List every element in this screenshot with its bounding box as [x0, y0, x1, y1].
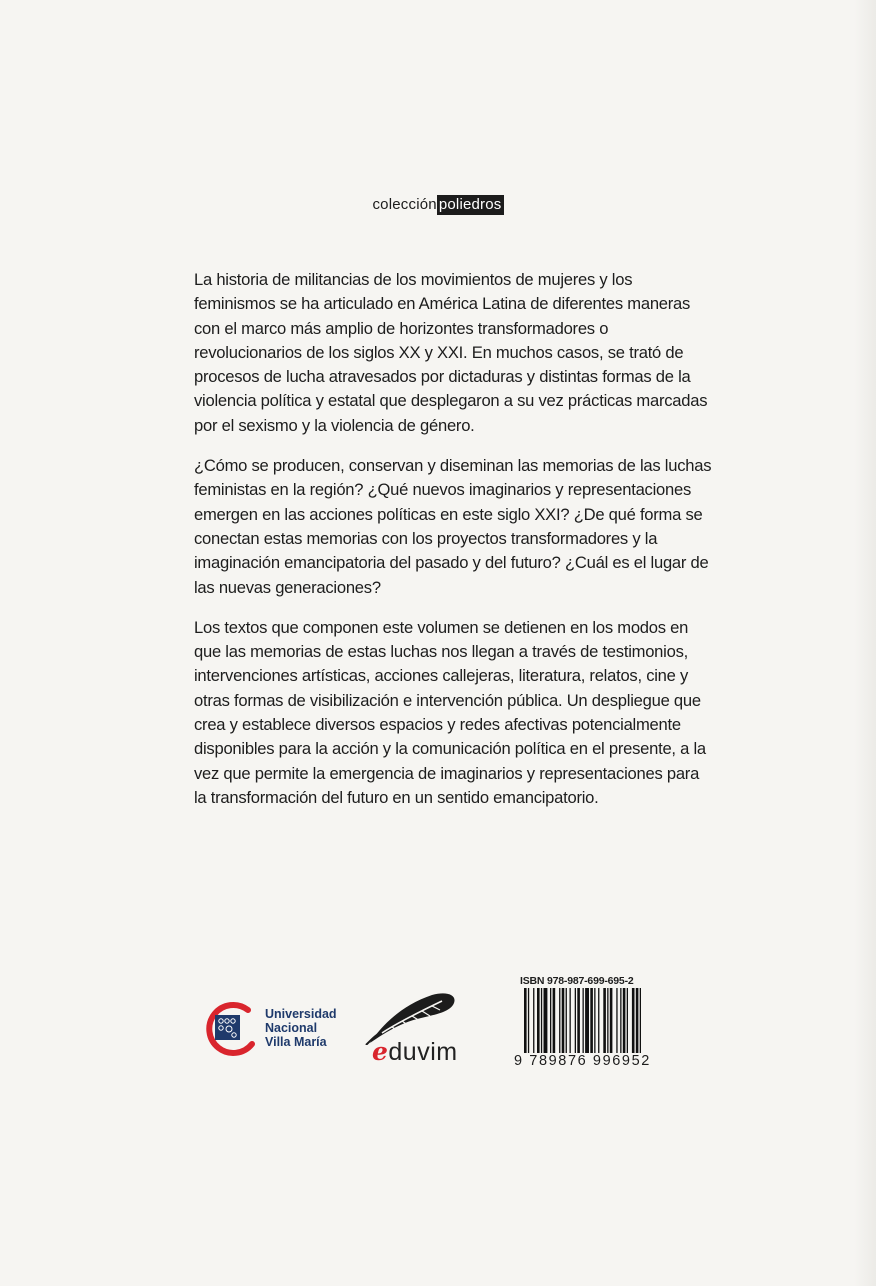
paragraph-2: ¿Cómo se producen, conservan y diseminan las memorias de las luchas feministas en la región? ¿Qué nuevos imaginarios y representaciones emergen en las acciones políticas en este siglo XXI? ¿De qué forma se conectan estas memorias con los proyectos transformadores y la imaginación emancipatoria del pasado y del futuro? ¿Cuál es el lugar de las nuevas generaciones?: [194, 456, 712, 597]
barcode-bar: [559, 988, 560, 1060]
barcode-bar: [528, 988, 529, 1060]
barcode-bar: [603, 988, 606, 1060]
barcode-bar: [616, 988, 617, 1060]
barcode-bar: [623, 988, 626, 1060]
page-edge-shadow: [854, 0, 876, 1286]
barcode-bar: [553, 988, 556, 1060]
university-logo: [200, 1000, 360, 1062]
publisher-name-rest: duvim: [388, 1038, 458, 1066]
barcode-bar: [570, 988, 571, 1060]
quill-icon: [362, 985, 472, 1045]
barcode-digits: 9 789876 996952: [514, 1053, 651, 1069]
barcode-bar: [585, 988, 589, 1060]
barcode-bar: [544, 988, 548, 1060]
publisher-name-accent: e: [372, 1037, 389, 1066]
barcode-bar: [640, 988, 641, 1060]
barcode-bar: [562, 988, 565, 1060]
barcode-bar: [620, 988, 621, 1060]
barcode-bar: [610, 988, 613, 1060]
collection-prefix: colección: [372, 196, 437, 213]
collection-label: [0, 196, 876, 213]
barcode-bar: [607, 988, 608, 1060]
blurb-text: [194, 268, 714, 826]
university-name: [265, 1007, 337, 1049]
university-line-2: Nacional: [265, 1021, 318, 1035]
isbn-label: ISBN 978-987-699-695-2: [520, 975, 634, 987]
barcode-bar: [533, 988, 534, 1060]
university-line-1: Universidad: [265, 1007, 337, 1021]
barcode-bar: [590, 988, 593, 1060]
collection-name: poliedros: [438, 196, 502, 213]
barcode-bar: [524, 988, 527, 1060]
barcode-bar: [594, 988, 595, 1060]
barcode-bar: [636, 988, 639, 1060]
paragraph-1: La historia de militancias de los movimientos de mujeres y los feminismos se ha articulado en América Latina de diferentes maneras con el marco más amplio de horizontes transformadores o revolucionarios de los siglos XX y XXI. En muchos casos, se trató de procesos de lucha atravesados por dictaduras y distintas formas de la violencia política y estatal que desplegaron a su vez prácticas marcadas por el sexismo y la violencia de género.: [194, 270, 708, 435]
barcode-bar: [566, 988, 567, 1060]
barcode-bar: [550, 988, 551, 1060]
university-line-3: Villa María: [265, 1035, 327, 1049]
publisher-name: [372, 1037, 458, 1067]
barcode-bar: [577, 988, 580, 1060]
barcode-bar: [541, 988, 542, 1060]
isbn-barcode: [514, 975, 684, 1075]
publisher-logo: [362, 985, 482, 1075]
barcode-bar: [598, 988, 599, 1060]
paragraph-3: Los textos que componen este volumen se detienen en los modos en que las memorias de estas luchas nos llegan a través de testimonios, intervenciones artísticas, acciones callejeras, literatura, relatos, cine y otras formas de visibilización e intervención pública. Un despliegue que crea y establece diversos espacios y redes afectivas potencialmente disponibles para la acción y la comunicación política en el presente, a la vez que permite la emergencia de imaginarios y representaciones para la transformación del futuro en un sentido emancipatorio.: [194, 617, 706, 807]
barcode-bar: [583, 988, 584, 1060]
barcode-bar: [537, 988, 540, 1060]
barcode-bar: [575, 988, 576, 1060]
barcode-bar: [627, 988, 628, 1060]
barcode-bar: [632, 988, 635, 1060]
university-emblem-icon: [200, 1000, 260, 1062]
